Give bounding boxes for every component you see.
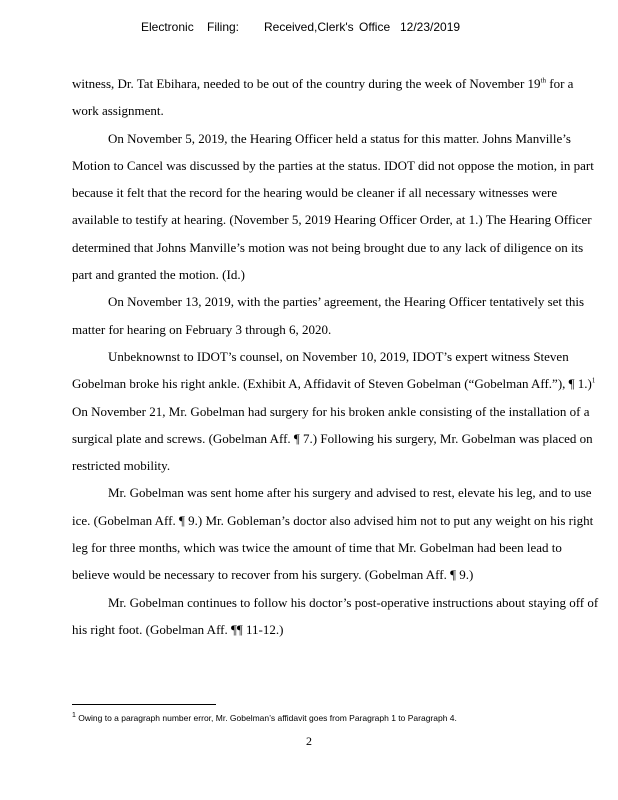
stamp-date: 12/23/2019 [400, 20, 461, 34]
paragraph-continuing-care: Mr. Gobelman continues to follow his doctor’s post-operative instructions about staying off of his right foot. (Gobelman Aff. ¶¶ 11-12.) [72, 594, 599, 637]
stamp-filing: Filing: [207, 20, 240, 34]
paragraph-recovery: Mr. Gobelman was sent home after his surgery and advised to rest, elevate his leg, and to use ice. (Gobelman Aff. ¶ 9.) Mr. Gobleman’s doctor also advised him not to put any weight on his right leg for three months, which was twice the amount of time that Mr. Gobelman had been lead to believe would be necessary to recover from his surgery. (Gobelman Aff. ¶ 9.) [72, 485, 594, 583]
footnote-marker: 1 [72, 712, 76, 720]
footnote-reference: 1 [591, 376, 596, 385]
page-number: 2 [306, 734, 312, 748]
paragraph-ankle-injury: Unbeknownst to IDOT’s counsel, on November 10, 2019, IDOT’s expert witness Steven Gobelman broke his right ankle. (Exhibit A, Affidavit of Steven Gobelman (“Gobelman Aff.”), ¶ 1.)$^1$ On November 21, Mr. Gobelman had surgery for his broken ankle consisting of the installation of a surgical plate and screws. (Gobelman Aff. ¶ 7.) Following his surgery, Mr. Gobelman was placed on restricted mobility. [72, 348, 596, 474]
stamp-electronic: Electronic [141, 20, 194, 34]
stamp-office: Office [359, 20, 391, 34]
stamp-received: Received,Clerk's [264, 20, 354, 34]
paragraph-continued: witness, Dr. Tat Ebihara, needed to be out of the country during the week of November 19th for a work assignment. [72, 76, 574, 119]
footnote-text: Owing to a paragraph number error, Mr. Gobelman’s affidavit goes from Paragraph 1 to Paragraph 4. [75, 713, 457, 723]
paragraph-status-hearing: On November 5, 2019, the Hearing Officer held a status for this matter. Johns Manville’s Motion to Cancel was discussed by the parties at the status. IDOT did not oppose the motion, in part because it felt that the record for the hearing would be cleaner if all necessary witnesses were available to testify at hearing. (November 5, 2019 Hearing Officer Order, at 1.) The Hearing Officer determined that Johns Manville’s motion was not being brought due to any lack of diligence on its part and granted the motion. (Id.) [72, 130, 594, 283]
footnote [72, 712, 600, 724]
paragraph-hearing-set: On November 13, 2019, with the parties’ agreement, the Hearing Officer tentatively set this matter for hearing on February 3 through 6, 2020. [72, 294, 585, 337]
footnote-separator [72, 704, 216, 705]
document-body [72, 70, 600, 643]
